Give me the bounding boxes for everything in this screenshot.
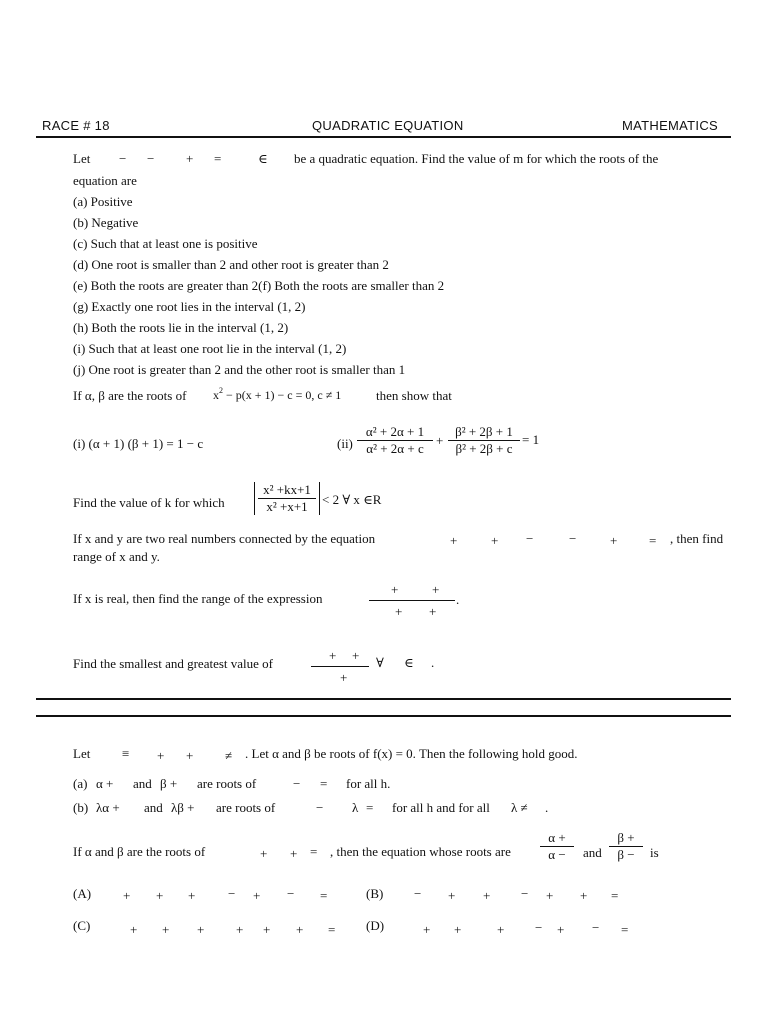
q8-option-a-sym: − [287,886,295,901]
q8-option-d-sym: − [535,920,543,935]
q7-b-roots-of: are roots of [216,800,276,815]
q8-sym: + [290,846,298,861]
q4-sym: + [491,533,499,548]
q3-denominator: x² +x+1 [266,499,308,514]
q4-sym: = [649,533,657,548]
q7-b-sym: − [316,800,324,815]
q1-option: (i) Such that at least one root lie in the interval (1, 2) [73,341,347,356]
q4-text: If x and y are two real numbers connected by the equation [73,531,376,546]
q7-b-tail: for all h and for all [392,800,490,815]
q1-option: (h) Both the roots lie in the interval (1, 2) [73,320,289,335]
q8-option-d-sym: + [454,922,462,937]
q6-tail-sym: ∀ [376,655,384,670]
q8-f1-denominator: α − [548,847,566,862]
q1-text-line2: equation are [73,173,137,188]
q8-option-d-sym: + [557,922,565,937]
q8-and: and [583,845,602,860]
q2-eq-rest: − p(x + 1) − c = 0, c ≠ 1 [226,388,342,402]
race-number: RACE # 18 [42,118,110,133]
q8-option-a-sym: + [253,888,261,903]
q8-option-b-label: (B) [366,886,384,901]
q7-sym: + [157,748,165,763]
q8-option-d-label: (D) [366,918,385,933]
q1-sym: = [214,151,222,166]
q8-option-b-sym: − [521,886,529,901]
q2-eq-base: x [213,388,219,402]
q4-sym: + [610,533,618,548]
q1-text: be a quadratic equation. Find the value of m for which the roots of the [294,151,659,166]
q8-option-d-sym: − [592,920,600,935]
q3-tail: < 2 ∀ x ∈R [322,492,382,507]
q1-option: (a) Positive [73,194,133,209]
q8-option-d-sym: + [423,922,431,937]
q1-sym: ∈ [258,151,268,166]
q2-f1-numerator: α² + 2α + 1 [365,424,425,439]
q2-tail: then show that [376,388,452,403]
q8-option-b-sym: − [414,886,422,901]
q5-denominator-sym: + [429,604,437,619]
q2-f2-denominator: β² + 2β + c [455,441,513,456]
q7-a-label: (a) [73,776,88,791]
q7-a-root2: β + [160,776,178,791]
q2-equation [213,388,341,403]
q2-f2-numerator: β² + 2β + 1 [455,424,513,439]
q4-sym: − [526,531,534,546]
q7-a-sym: − [293,776,301,791]
q4-text-line2: range of x and y. [73,549,160,564]
chapter-title: QUADRATIC EQUATION [312,118,464,133]
q7-b-root2: λβ + [171,800,195,815]
q3-absolute-fraction [254,482,320,515]
q7-a-sym: = [320,776,328,791]
q8-option-c-sym: + [130,922,138,937]
q5-numerator-sym: + [432,582,440,597]
q7-a-tail: for all h. [346,776,391,791]
q1-sym: + [186,151,194,166]
fraction-bar [369,600,455,601]
q6-tail-sym: . [431,655,435,670]
q5-denominator-sym: + [395,604,403,619]
q5-text: If x is real, then find the range of the expression [73,591,323,606]
q7-b-root1: λα + [96,800,120,815]
q7-let: Let [73,746,91,761]
q1-option: (e) Both the roots are greater than 2(f) Both the roots are smaller than 2 [73,278,445,293]
q8-option-b-sym: + [546,888,554,903]
q5-tail: . [456,592,460,607]
q8-option-c-sym: + [197,922,205,937]
header-rule [36,136,731,138]
q2-fraction-alpha [357,424,433,457]
q7-sym: ≡ [122,746,130,761]
q8-option-b-sym: = [611,888,619,903]
q1-sym: − [147,151,155,166]
q8-option-a-sym: + [188,888,196,903]
q2-text: If α, β are the roots of [73,388,187,403]
section-rule [36,715,731,717]
q7-a-and: and [133,776,152,791]
q8-option-a-sym: + [123,888,131,903]
q8-f1-numerator: α + [548,830,566,845]
q5-numerator-sym: + [391,582,399,597]
q8-fraction-alpha [540,830,574,863]
q7-b-label: (b) [73,800,89,815]
q6-text: Find the smallest and greatest value of [73,656,274,671]
q7-a-roots-of: are roots of [197,776,257,791]
q8-option-c-sym: + [236,922,244,937]
q6-numerator-sym: + [352,648,360,663]
q3-numerator: x² +kx+1 [263,482,311,497]
fraction-bar [311,666,369,667]
q7-text: . Let α and β be roots of f(x) = 0. Then the following hold good. [245,746,578,761]
q6-numerator-sym: + [329,648,337,663]
q8-is: is [650,845,659,860]
q8-fraction-beta [609,830,643,863]
q1-option: (c) Such that at least one is positive [73,236,258,251]
q8-option-a-sym: = [320,888,328,903]
q7-a-root1: α + [96,776,114,791]
q8-option-d-sym: + [497,922,505,937]
q6-denominator-sym: + [340,670,348,685]
q8-sym: + [260,846,268,861]
q6-tail-sym: ∈ [404,655,414,670]
q2-eq-sup: 2 [219,386,223,395]
q8-option-d-sym: = [621,922,629,937]
q8-option-b-sym: + [580,888,588,903]
q2-plus: + [436,433,444,448]
q1-option: (g) Exactly one root lies in the interval (1, 2) [73,299,306,314]
q7-b-sym: λ [352,800,359,815]
q1-let: Let [73,151,91,166]
section-rule [36,698,731,700]
q4-sym: − [569,531,577,546]
q8-option-c-sym: + [263,922,271,937]
q2-part-i: (i) (α + 1) (β + 1) = 1 − c [73,436,204,451]
q8-option-b-sym: + [448,888,456,903]
q8-mid: , then the equation whose roots are [330,844,511,859]
q1-option: (j) One root is greater than 2 and the other root is smaller than 1 [73,362,406,377]
q7-b-sym: = [366,800,374,815]
q1-sym: − [119,151,127,166]
q2-equals: = 1 [522,432,540,447]
q7-b-dot: . [545,800,549,815]
q8-option-a-sym: + [156,888,164,903]
q1-option: (d) One root is smaller than 2 and other root is greater than 2 [73,257,389,272]
q7-b-and: and [144,800,163,815]
q8-option-a-sym: − [228,886,236,901]
q1-option: (b) Negative [73,215,139,230]
q7-sym: ≠ [225,748,233,763]
q7-b-lambda: λ ≠ [511,800,528,815]
q8-option-b-sym: + [483,888,491,903]
q7-sym: + [186,748,194,763]
q8-option-c-sym: + [162,922,170,937]
q8-option-a-label: (A) [73,886,92,901]
q8-option-c-sym: = [328,922,336,937]
q8-f2-numerator: β + [617,830,635,845]
q8-sym: = [310,844,318,859]
q4-sym: + [450,533,458,548]
q2-f1-denominator: α² + 2α + c [366,441,424,456]
subject-title: MATHEMATICS [622,118,718,133]
q3-text: Find the value of k for which [73,495,225,510]
q8-option-c-label: (C) [73,918,91,933]
q8-option-c-sym: + [296,922,304,937]
q8-f2-denominator: β − [617,847,635,862]
q8-text: If α and β are the roots of [73,844,206,859]
q2-fraction-beta [448,424,520,457]
q2-part-ii-label: (ii) [337,436,353,451]
q4-tail: , then find [670,531,724,546]
